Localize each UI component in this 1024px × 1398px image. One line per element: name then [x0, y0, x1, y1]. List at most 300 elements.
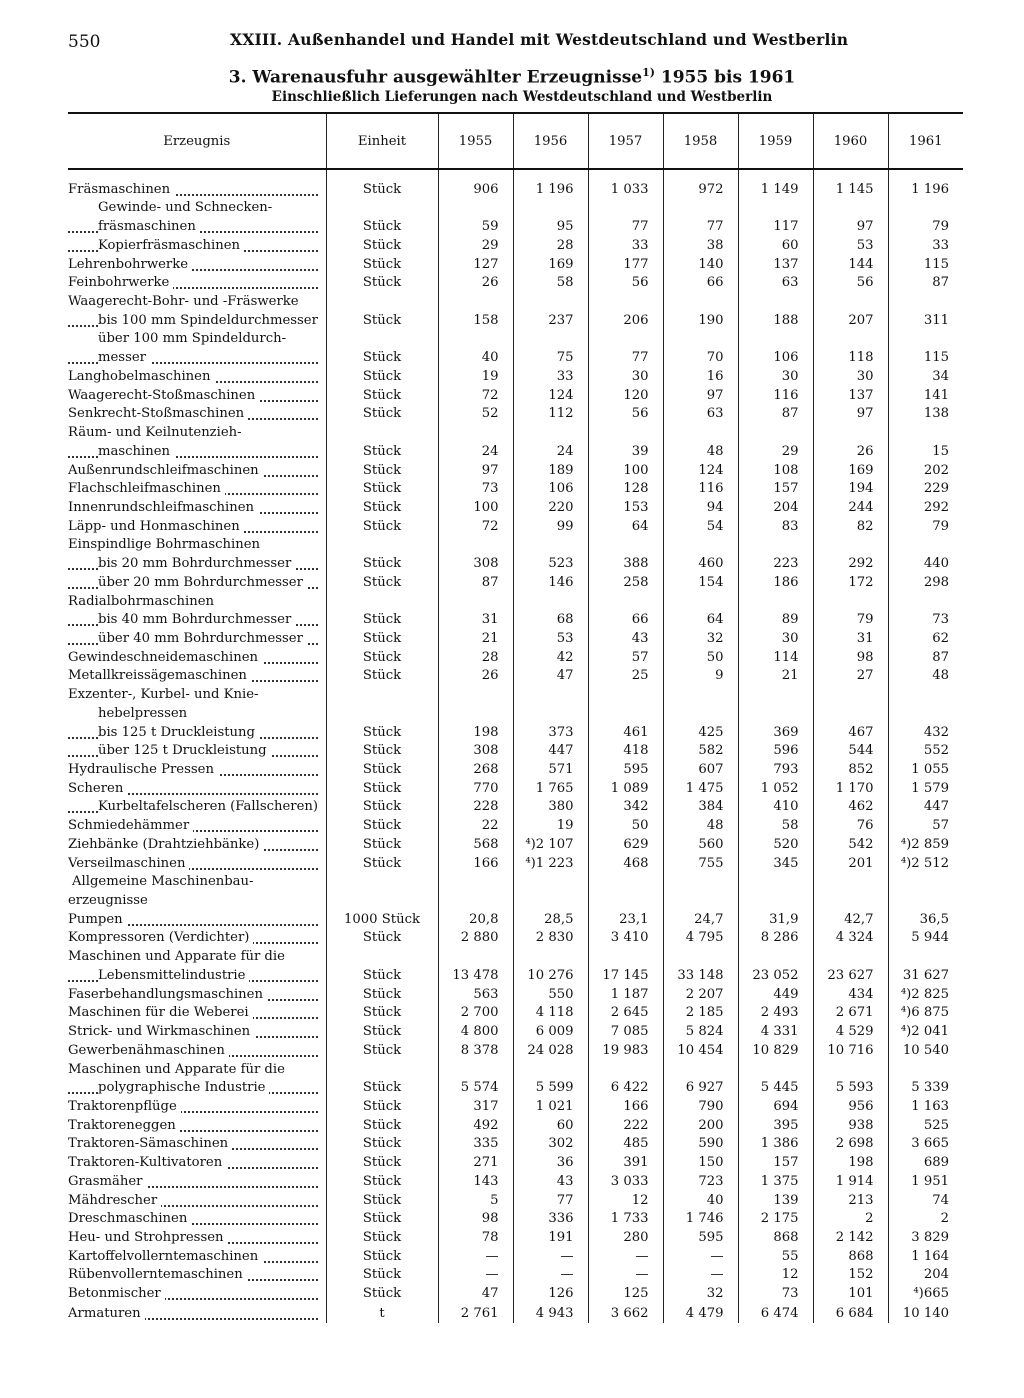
product-label: [68, 1266, 326, 1285]
value-cell-1956: 47: [513, 667, 588, 686]
unit-cell: Stück: [326, 667, 438, 686]
value-cell-1957: 3 033: [588, 1172, 663, 1191]
value-cell-1961: 440: [888, 554, 963, 573]
unit-cell: Stück: [326, 835, 438, 854]
value-cell-1955: —: [438, 1266, 513, 1285]
header-erzeugnis: Erzeugnis: [68, 113, 326, 169]
value-cell-1956: 1 196: [513, 169, 588, 199]
table-row: [68, 348, 963, 367]
value-cell-1961: 552: [888, 742, 963, 761]
value-cell-1960: 292: [813, 554, 888, 573]
value-cell-1955: [438, 592, 513, 611]
value-cell-1955: 271: [438, 1153, 513, 1172]
table-row: [68, 255, 963, 274]
value-cell-1957: 3 662: [588, 1303, 663, 1323]
product-label: [68, 423, 326, 442]
value-cell-1955: 158: [438, 311, 513, 330]
value-cell-1957: 56: [588, 274, 663, 293]
value-cell-1956: 60: [513, 1116, 588, 1135]
value-cell-1956: 1 021: [513, 1097, 588, 1116]
product-label: [68, 779, 326, 798]
unit-cell: Stück: [326, 1153, 438, 1172]
value-cell-1960: [813, 873, 888, 892]
value-cell-1957: 128: [588, 480, 663, 499]
table-row: [68, 1079, 963, 1098]
value-cell-1960: 97: [813, 405, 888, 424]
product-label-text: Scheren: [68, 781, 127, 796]
value-cell-1956: 189: [513, 461, 588, 480]
value-cell-1960: 207: [813, 311, 888, 330]
value-cell-1955: 198: [438, 723, 513, 742]
value-cell-1957: [588, 685, 663, 704]
value-cell-1958: [663, 704, 738, 723]
value-cell-1959: 1 386: [738, 1135, 813, 1154]
value-cell-1955: 47: [438, 1284, 513, 1303]
value-cell-1961: 79: [888, 217, 963, 236]
value-cell-1961: [888, 685, 963, 704]
unit-cell: 1000 Stück: [326, 910, 438, 929]
page-number: 550: [68, 32, 101, 52]
table-row: [68, 423, 963, 442]
value-cell-1957: 77: [588, 348, 663, 367]
value-cell-1958: 972: [663, 169, 738, 199]
value-cell-1961: [888, 873, 963, 892]
unit-cell: Stück: [326, 405, 438, 424]
table-row: [68, 1004, 963, 1023]
unit-cell: Stück: [326, 517, 438, 536]
value-cell-1956: 99: [513, 517, 588, 536]
value-cell-1956: [513, 199, 588, 218]
product-label-text: messer: [98, 350, 150, 365]
unit-cell: Stück: [326, 723, 438, 742]
value-cell-1958: [663, 292, 738, 311]
value-cell-1957: [588, 704, 663, 723]
value-cell-1958: 154: [663, 573, 738, 592]
value-cell-1958: 16: [663, 367, 738, 386]
product-label-text: maschinen: [98, 444, 174, 459]
table-header-row: [68, 113, 963, 169]
value-cell-1959: 58: [738, 816, 813, 835]
unit-cell: Stück: [326, 311, 438, 330]
table-row: [68, 816, 963, 835]
title-years: 1955 bis 1961: [654, 67, 796, 88]
value-cell-1960: 101: [813, 1284, 888, 1303]
table-row: [68, 386, 963, 405]
value-cell-1957: 595: [588, 760, 663, 779]
value-cell-1961: 62: [888, 629, 963, 648]
value-cell-1959: [738, 199, 813, 218]
product-label: [68, 704, 326, 723]
value-cell-1956: [513, 292, 588, 311]
product-label: [68, 1191, 326, 1210]
value-cell-1956: 447: [513, 742, 588, 761]
value-cell-1955: 563: [438, 985, 513, 1004]
product-label-text: Einspindlige Bohrmaschinen: [68, 537, 264, 552]
value-cell-1960: 2 698: [813, 1135, 888, 1154]
value-cell-1960: [813, 592, 888, 611]
value-cell-1958: 755: [663, 854, 738, 873]
value-cell-1960: 544: [813, 742, 888, 761]
value-cell-1955: 308: [438, 742, 513, 761]
product-label: [68, 966, 326, 985]
table-subtitle: Einschließlich Lieferungen nach Westdeutschland und Westberlin: [271, 89, 773, 105]
product-label-text: Hydraulische Pressen: [68, 762, 218, 777]
value-cell-1958: 66: [663, 274, 738, 293]
value-cell-1958: 582: [663, 742, 738, 761]
value-cell-1957: 177: [588, 255, 663, 274]
product-label-text: Faserbehandlungsmaschinen: [68, 987, 267, 1002]
value-cell-1960: [813, 1060, 888, 1079]
value-cell-1956: 220: [513, 498, 588, 517]
value-cell-1955: 13 478: [438, 966, 513, 985]
value-cell-1960: 1 170: [813, 779, 888, 798]
value-cell-1956: 10 276: [513, 966, 588, 985]
value-cell-1956: 146: [513, 573, 588, 592]
value-cell-1955: 21: [438, 629, 513, 648]
value-cell-1959: 83: [738, 517, 813, 536]
value-cell-1955: 20,8: [438, 910, 513, 929]
value-cell-1957: 6 422: [588, 1079, 663, 1098]
value-cell-1960: 2 142: [813, 1228, 888, 1247]
product-label-text: Waagerecht-Bohr- und -Fräswerke: [68, 294, 303, 309]
value-cell-1958: 32: [663, 1284, 738, 1303]
unit-cell: t: [326, 1303, 438, 1323]
product-label: [68, 667, 326, 686]
product-label: [68, 760, 326, 779]
value-cell-1957: 153: [588, 498, 663, 517]
value-cell-1955: 72: [438, 386, 513, 405]
value-cell-1956: 24: [513, 442, 588, 461]
unit-cell: Stück: [326, 854, 438, 873]
product-label-text: Lehrenbohrwerke: [68, 257, 192, 272]
table-row: [68, 1284, 963, 1303]
table-row: [68, 292, 963, 311]
value-cell-1959: [738, 423, 813, 442]
table-row: [68, 835, 963, 854]
product-label: [68, 1022, 326, 1041]
value-cell-1955: [438, 423, 513, 442]
value-cell-1961: 141: [888, 386, 963, 405]
value-cell-1959: [738, 536, 813, 555]
value-cell-1955: 4 800: [438, 1022, 513, 1041]
product-label-text: Kompressoren (Verdichter): [68, 930, 253, 945]
product-label: [68, 742, 326, 761]
value-cell-1960: [813, 292, 888, 311]
value-cell-1959: 12: [738, 1266, 813, 1285]
value-cell-1960: 467: [813, 723, 888, 742]
value-cell-1955: 73: [438, 480, 513, 499]
value-cell-1956: 373: [513, 723, 588, 742]
value-cell-1956: —: [513, 1247, 588, 1266]
value-cell-1961: [888, 891, 963, 910]
product-label: [68, 1135, 326, 1154]
value-cell-1957: [588, 536, 663, 555]
product-label-text: Verseilmaschinen: [68, 856, 189, 871]
unit-cell: Stück: [326, 629, 438, 648]
value-cell-1955: 22: [438, 816, 513, 835]
product-label: [68, 1079, 326, 1098]
product-label-text: Exzenter-, Kurbel- und Knie-: [68, 687, 262, 702]
value-cell-1959: 117: [738, 217, 813, 236]
value-cell-1961: 115: [888, 348, 963, 367]
product-label: [68, 1284, 326, 1303]
value-cell-1959: 694: [738, 1097, 813, 1116]
value-cell-1961: 3 665: [888, 1135, 963, 1154]
value-cell-1958: [663, 199, 738, 218]
value-cell-1955: [438, 292, 513, 311]
product-label-text: über 100 mm Spindeldurch-: [98, 331, 290, 346]
value-cell-1960: 82: [813, 517, 888, 536]
value-cell-1959: 5 445: [738, 1079, 813, 1098]
value-cell-1961: 229: [888, 480, 963, 499]
product-label-text: Mähdrescher: [68, 1193, 161, 1208]
value-cell-1955: 28: [438, 648, 513, 667]
value-cell-1960: 30: [813, 367, 888, 386]
table-row: [68, 236, 963, 255]
value-cell-1959: 520: [738, 835, 813, 854]
value-cell-1959: [738, 873, 813, 892]
unit-cell: Stück: [326, 648, 438, 667]
value-cell-1960: 10 716: [813, 1041, 888, 1060]
value-cell-1958: 2 207: [663, 985, 738, 1004]
value-cell-1959: 63: [738, 274, 813, 293]
value-cell-1956: 95: [513, 217, 588, 236]
unit-cell: Stück: [326, 760, 438, 779]
table-row: [68, 985, 963, 1004]
value-cell-1959: 55: [738, 1247, 813, 1266]
value-cell-1959: 449: [738, 985, 813, 1004]
table-row: [68, 1022, 963, 1041]
unit-cell: Stück: [326, 573, 438, 592]
value-cell-1960: 5 593: [813, 1079, 888, 1098]
value-cell-1960: 152: [813, 1266, 888, 1285]
product-label-text: Metallkreissägemaschinen: [68, 668, 251, 683]
value-cell-1958: [663, 947, 738, 966]
value-cell-1955: 26: [438, 274, 513, 293]
unit-cell: Stück: [326, 1191, 438, 1210]
table-row: [68, 199, 963, 218]
value-cell-1961: [888, 704, 963, 723]
value-cell-1961: ⁴)2 512: [888, 854, 963, 873]
product-label-text: Allgemeine Maschinenbau-: [72, 874, 258, 889]
unit-cell: Stück: [326, 442, 438, 461]
product-label: [68, 199, 326, 218]
value-cell-1958: 70: [663, 348, 738, 367]
value-cell-1956: 77: [513, 1191, 588, 1210]
value-cell-1958: 560: [663, 835, 738, 854]
table-row: [68, 169, 963, 199]
value-cell-1957: 33: [588, 236, 663, 255]
value-cell-1957: [588, 592, 663, 611]
value-cell-1957: 166: [588, 1097, 663, 1116]
value-cell-1961: 204: [888, 1266, 963, 1285]
value-cell-1959: 21: [738, 667, 813, 686]
value-cell-1956: 169: [513, 255, 588, 274]
value-cell-1957: 1 033: [588, 169, 663, 199]
value-cell-1955: [438, 536, 513, 555]
value-cell-1961: 57: [888, 816, 963, 835]
value-cell-1957: 418: [588, 742, 663, 761]
value-cell-1961: 292: [888, 498, 963, 517]
unit-cell: Stück: [326, 1079, 438, 1098]
table-row: [68, 854, 963, 873]
value-cell-1960: 137: [813, 386, 888, 405]
unit-cell: Stück: [326, 1022, 438, 1041]
value-cell-1956: 58: [513, 274, 588, 293]
product-label: [68, 405, 326, 424]
value-cell-1959: 1 052: [738, 779, 813, 798]
unit-cell: [326, 685, 438, 704]
value-cell-1957: 56: [588, 405, 663, 424]
value-cell-1961: 36,5: [888, 910, 963, 929]
value-cell-1956: 24 028: [513, 1041, 588, 1060]
product-label: [68, 311, 326, 330]
value-cell-1959: 116: [738, 386, 813, 405]
value-cell-1955: 228: [438, 798, 513, 817]
value-cell-1955: 166: [438, 854, 513, 873]
value-cell-1958: [663, 330, 738, 349]
product-label: [68, 517, 326, 536]
value-cell-1958: 48: [663, 816, 738, 835]
value-cell-1959: 30: [738, 367, 813, 386]
value-cell-1960: 42,7: [813, 910, 888, 929]
value-cell-1958: 1 475: [663, 779, 738, 798]
value-cell-1957: 100: [588, 461, 663, 480]
table-row: [68, 554, 963, 573]
value-cell-1958: [663, 891, 738, 910]
value-cell-1961: 5 339: [888, 1079, 963, 1098]
value-cell-1957: 17 145: [588, 966, 663, 985]
value-cell-1956: [513, 423, 588, 442]
value-cell-1955: 97: [438, 461, 513, 480]
value-cell-1956: [513, 1060, 588, 1079]
product-label-text: hebelpressen: [98, 706, 191, 721]
unit-cell: Stück: [326, 966, 438, 985]
value-cell-1961: ⁴)2 859: [888, 835, 963, 854]
value-cell-1960: 31: [813, 629, 888, 648]
unit-cell: [326, 536, 438, 555]
value-cell-1959: 2 493: [738, 1004, 813, 1023]
value-cell-1960: 956: [813, 1097, 888, 1116]
value-cell-1961: 2: [888, 1210, 963, 1229]
value-cell-1961: 34: [888, 367, 963, 386]
table-row: [68, 498, 963, 517]
unit-cell: Stück: [326, 386, 438, 405]
value-cell-1958: 384: [663, 798, 738, 817]
product-label-text: Maschinen für die Weberei: [68, 1005, 253, 1020]
product-label: [68, 985, 326, 1004]
product-label-text: polygraphische Industrie: [98, 1080, 269, 1095]
unit-cell: [326, 330, 438, 349]
unit-cell: Stück: [326, 611, 438, 630]
value-cell-1961: [888, 330, 963, 349]
product-label-text: Räum- und Keilnutenzieh-: [68, 425, 246, 440]
value-cell-1961: ⁴)665: [888, 1284, 963, 1303]
value-cell-1959: 204: [738, 498, 813, 517]
value-cell-1961: 432: [888, 723, 963, 742]
value-cell-1959: 188: [738, 311, 813, 330]
value-cell-1955: [438, 704, 513, 723]
value-cell-1955: 906: [438, 169, 513, 199]
product-label: [68, 873, 326, 892]
value-cell-1960: 2 671: [813, 1004, 888, 1023]
product-label-text: Schmiedehämmer: [68, 818, 193, 833]
header-year-1960: 1960: [813, 113, 888, 169]
unit-cell: Stück: [326, 1284, 438, 1303]
value-cell-1956: [513, 891, 588, 910]
value-cell-1956: 68: [513, 611, 588, 630]
table-row: [68, 517, 963, 536]
value-cell-1956: 2 830: [513, 929, 588, 948]
value-cell-1961: 689: [888, 1153, 963, 1172]
value-cell-1960: [813, 704, 888, 723]
value-cell-1958: —: [663, 1266, 738, 1285]
value-cell-1957: 23,1: [588, 910, 663, 929]
product-label: [68, 816, 326, 835]
value-cell-1959: 157: [738, 480, 813, 499]
value-cell-1956: 4 118: [513, 1004, 588, 1023]
table-row: [68, 929, 963, 948]
header-year-1955: 1955: [438, 113, 513, 169]
product-label: [68, 929, 326, 948]
value-cell-1958: 590: [663, 1135, 738, 1154]
product-label: [68, 1247, 326, 1266]
value-cell-1956: 550: [513, 985, 588, 1004]
unit-cell: Stück: [326, 798, 438, 817]
product-label-text: Maschinen und Apparate für die: [68, 1062, 289, 1077]
unit-cell: Stück: [326, 1041, 438, 1060]
value-cell-1960: 852: [813, 760, 888, 779]
product-label-text: Innenrundschleifmaschinen: [68, 500, 258, 515]
value-cell-1960: 868: [813, 1247, 888, 1266]
value-cell-1960: 169: [813, 461, 888, 480]
value-cell-1958: 48: [663, 442, 738, 461]
value-cell-1961: 5 944: [888, 929, 963, 948]
table-row: [68, 760, 963, 779]
value-cell-1960: 6 684: [813, 1303, 888, 1323]
value-cell-1959: 6 474: [738, 1303, 813, 1323]
value-cell-1961: 87: [888, 274, 963, 293]
value-cell-1955: 335: [438, 1135, 513, 1154]
value-cell-1957: 461: [588, 723, 663, 742]
product-label: [68, 536, 326, 555]
value-cell-1958: 595: [663, 1228, 738, 1247]
table-row: [68, 1153, 963, 1172]
value-cell-1959: [738, 292, 813, 311]
value-cell-1958: 9: [663, 667, 738, 686]
value-cell-1960: 4 529: [813, 1022, 888, 1041]
value-cell-1959: [738, 592, 813, 611]
value-cell-1955: 2 880: [438, 929, 513, 948]
unit-cell: [326, 1060, 438, 1079]
value-cell-1955: [438, 873, 513, 892]
table-row: [68, 1228, 963, 1247]
value-cell-1960: [813, 947, 888, 966]
product-label: [68, 255, 326, 274]
value-cell-1957: 77: [588, 217, 663, 236]
unit-cell: Stück: [326, 742, 438, 761]
value-cell-1959: [738, 330, 813, 349]
product-label: [68, 292, 326, 311]
value-cell-1955: [438, 947, 513, 966]
table-row: [68, 1041, 963, 1060]
value-cell-1956: [513, 330, 588, 349]
table-row: [68, 798, 963, 817]
value-cell-1956: 237: [513, 311, 588, 330]
table-row: [68, 592, 963, 611]
value-cell-1958: 116: [663, 480, 738, 499]
value-cell-1959: 89: [738, 611, 813, 630]
